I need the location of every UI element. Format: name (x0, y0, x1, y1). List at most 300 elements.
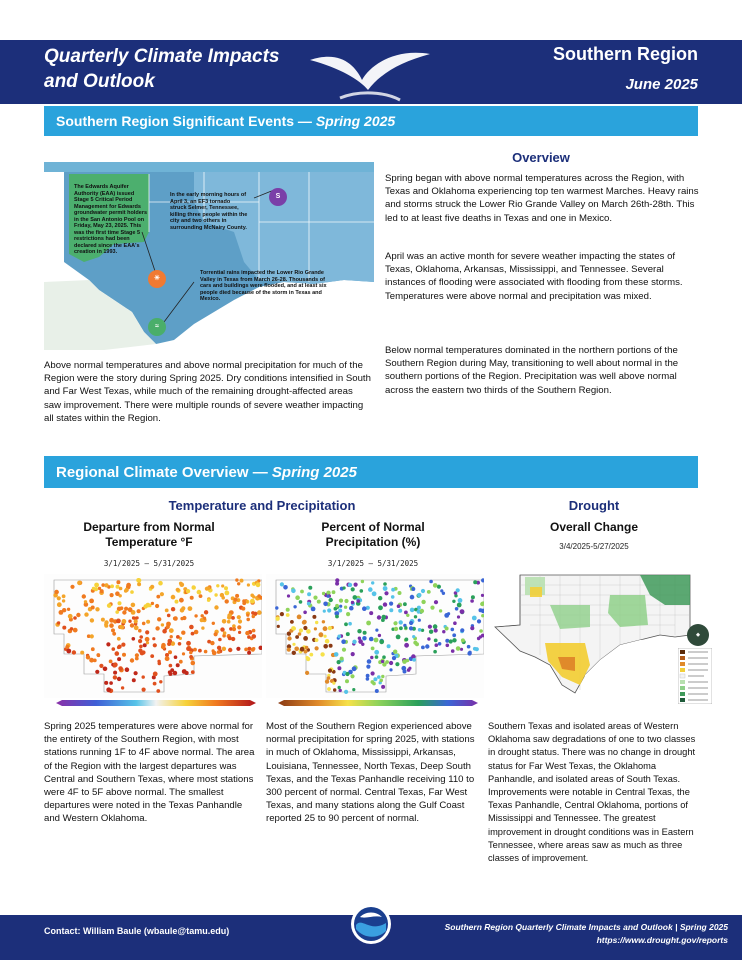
station-dot (237, 582, 240, 585)
station-dot (410, 595, 415, 600)
station-dot (86, 655, 90, 659)
station-dot (352, 666, 357, 671)
station-dot (396, 635, 401, 640)
station-dot (91, 606, 95, 610)
station-dot (456, 646, 461, 651)
station-dot (451, 628, 455, 632)
station-dot (327, 608, 331, 612)
station-dot (174, 655, 178, 659)
station-dot (452, 633, 456, 637)
station-dot (379, 639, 384, 644)
station-dot (256, 582, 261, 587)
station-dot (220, 627, 224, 631)
station-dot (235, 578, 238, 581)
overview-paragraph-2: April was an active month for severe weather impacting the states of Texas, Oklahoma, Arkansas, Mississippi, and Tennessee. Several instances of flooding were associated with flooding from these storms. Temperatures were above normal and precipitation was mixed. (385, 251, 683, 302)
station-dot (200, 618, 204, 622)
station-dot (457, 603, 462, 608)
station-dot (112, 647, 116, 651)
precipitation-summary: Most of the Southern Region experienced above normal precipitation for spring 2025, with stations in much of Oklahoma, Mississippi, Arkansas, Louisiana, Tennessee, North Texas, Deep South Texas, and the Texas Panhandle receiving 110 to 300 percent of normal. Central Texas, Far West Texas, and many stations along the Gulf Coast reported 25 to 90 percent of normal. (266, 721, 475, 825)
station-dot (218, 638, 222, 642)
station-dot (68, 614, 73, 619)
station-dot (367, 659, 372, 664)
station-dot (100, 589, 104, 593)
station-dot (99, 664, 103, 668)
station-dot (152, 637, 155, 640)
station-dot (381, 685, 385, 689)
station-dot (275, 617, 279, 621)
station-dot (346, 612, 350, 616)
station-dot (302, 620, 306, 624)
station-dot (467, 645, 471, 649)
station-dot (372, 591, 377, 596)
station-dot (389, 661, 393, 665)
station-dot (161, 645, 165, 649)
station-dot (451, 649, 455, 653)
station-dot (363, 631, 367, 635)
station-dot (292, 643, 295, 646)
precipitation-percent-map (266, 574, 484, 698)
station-dot (119, 587, 123, 591)
station-dot (132, 637, 136, 641)
station-dot (452, 600, 455, 603)
station-dot (227, 620, 231, 624)
climate-overview-season: Spring 2025 (271, 464, 357, 481)
station-dot (109, 660, 113, 664)
station-dot (113, 675, 117, 679)
station-dot (370, 656, 373, 659)
station-dot (157, 660, 160, 663)
station-dot (237, 625, 241, 629)
drought-legend (678, 648, 712, 704)
station-dot (374, 638, 379, 643)
station-dot (245, 631, 249, 635)
station-dot (446, 644, 450, 648)
station-dot (479, 629, 483, 633)
station-dot (312, 615, 316, 619)
station-dot (360, 589, 364, 593)
station-dot (241, 607, 245, 611)
significant-events-title: Southern Region Significant Events — (56, 113, 312, 129)
station-dot (349, 606, 354, 611)
reports-link[interactable]: https://www.drought.gov/reports (596, 935, 728, 945)
station-dot (453, 621, 457, 625)
station-dot (348, 583, 352, 587)
station-dot (160, 592, 164, 596)
station-dot (369, 637, 374, 642)
station-dot (458, 598, 463, 603)
station-dot (118, 645, 122, 649)
station-dot (323, 602, 328, 607)
station-dot (414, 615, 417, 618)
station-dot (442, 630, 445, 633)
station-dot (130, 623, 134, 627)
station-dot (311, 607, 316, 612)
station-dot (433, 583, 438, 588)
station-dot (328, 669, 332, 673)
station-dot (111, 628, 115, 632)
station-dot (379, 679, 383, 683)
station-dot (366, 665, 370, 669)
station-dot (332, 682, 335, 685)
station-dot (394, 627, 398, 631)
station-dot (116, 580, 120, 584)
station-dot (193, 648, 197, 652)
top-margin (0, 0, 742, 40)
station-dot (460, 628, 464, 632)
station-dot (361, 580, 364, 583)
drought-summary: Southern Texas and isolated areas of Western Oklahoma saw degradations of one to two classes in drought status. There was no change in drought status for Far West Texas, the Oklahoma Panhandle, and isolated areas of South Texas. Improvements were notable in Central Texas, the Texas Panhandle, Central Oklahoma, portions of Mississippi and Tennessee. The greatest improvement in drought conditions was in Eastern Tennessee, where areas saw as much as three classes of improvement. (488, 721, 696, 864)
region-name: Southern Region (553, 44, 698, 64)
station-dot (421, 646, 425, 650)
station-dot (57, 621, 60, 624)
station-dot (70, 585, 74, 589)
station-dot (447, 612, 450, 615)
publication-info (445, 921, 728, 947)
station-dot (153, 643, 157, 647)
station-dot (352, 640, 356, 644)
station-dot (110, 584, 114, 588)
station-dot (139, 645, 143, 649)
station-dot (138, 629, 142, 633)
station-dot (236, 647, 240, 651)
station-dot (292, 651, 296, 655)
station-dot (138, 639, 142, 643)
station-dot (180, 617, 183, 620)
station-dot (189, 625, 194, 630)
station-dot (134, 671, 138, 675)
station-dot (66, 649, 71, 654)
station-dot (366, 677, 370, 681)
temp-map-title-line2: Temperature °F (105, 535, 193, 549)
station-dot (169, 628, 174, 633)
station-dot (168, 639, 173, 644)
station-dot (307, 592, 311, 596)
station-dot (323, 644, 328, 649)
temperature-summary: Spring 2025 temperatures were above normal for the entirety of the Southern Region, with most stations running 1F to 4F above normal. The area of the Region with the largest departures was Central and Southern Texas, where most stations were 4F to 5F above normal. The smallest departures were noted in the Texas Panhandle and Western Oklahoma. (44, 721, 255, 825)
station-dot (295, 595, 300, 600)
station-dot (363, 636, 367, 640)
station-dot (233, 598, 237, 602)
drought-marker-icon: ☀ (148, 270, 166, 288)
station-dot (76, 613, 80, 617)
station-dot (398, 591, 402, 595)
station-dot (372, 682, 376, 686)
station-dot (142, 622, 146, 626)
station-dot (315, 621, 318, 624)
station-dot (166, 625, 170, 629)
station-dot (429, 630, 433, 634)
station-dot (378, 605, 383, 610)
station-dot (378, 596, 382, 600)
station-dot (122, 653, 126, 657)
station-dot (392, 656, 396, 660)
station-dot (212, 649, 215, 652)
station-dot (452, 638, 456, 642)
station-dot (90, 634, 94, 638)
station-dot (128, 607, 133, 612)
station-dot (168, 650, 172, 654)
station-dot (244, 648, 248, 652)
station-dot (214, 605, 218, 609)
station-dot (299, 628, 303, 632)
station-dot (107, 603, 112, 608)
station-dot (323, 610, 326, 613)
station-dot (124, 588, 128, 592)
station-dot (339, 689, 342, 692)
station-dot (141, 650, 145, 654)
station-dot (158, 581, 163, 586)
station-dot (124, 607, 128, 611)
callout-edwards-aquifer: The Edwards Aquifer Authority (EAA) issued Stage 5 Critical Period Management for Edwards groundwater permit holders in the San Antonio Pool on Friday, May 23, 2025. This was the first time Stage 5 restrictions had been declared since the EAA's creation in 1993. (74, 184, 148, 255)
station-dot (305, 671, 309, 675)
station-dot (472, 616, 477, 621)
station-dot (371, 647, 375, 651)
station-dot (395, 662, 399, 666)
station-dot (366, 621, 371, 626)
station-dot (403, 670, 407, 674)
station-dot (161, 623, 164, 626)
station-dot (139, 635, 143, 639)
station-dot (371, 581, 374, 584)
station-dot (348, 622, 352, 626)
station-dot (181, 606, 185, 610)
temperature-departure-map (44, 574, 262, 698)
station-dot (216, 584, 219, 587)
station-dot (290, 620, 294, 624)
station-dot (135, 657, 139, 661)
station-dot (94, 587, 98, 591)
station-dot (471, 595, 475, 599)
station-dot (72, 650, 76, 654)
events-summary: Above normal temperatures and above normal precipitation for much of the Region were the story during Spring 2025. Dry conditions intensified in South and Far West Texas, while much of the remaining drought-affected areas saw improvement. There were multiple rounds of severe weather impacting all states within the Region. (44, 360, 371, 424)
station-dot (337, 635, 341, 639)
station-dot (434, 639, 438, 643)
station-dot (247, 635, 251, 639)
station-dot (240, 579, 244, 583)
station-dot (110, 593, 114, 597)
station-dot (382, 655, 386, 659)
station-dot (126, 583, 131, 588)
station-dot (189, 651, 192, 654)
station-dot (222, 647, 226, 651)
station-dot (433, 624, 438, 629)
station-dot (179, 598, 184, 603)
station-dot (329, 644, 333, 648)
station-dot (146, 620, 150, 624)
station-dot (186, 641, 191, 646)
station-dot (335, 615, 339, 619)
station-dot (179, 582, 183, 586)
station-dot (371, 671, 375, 675)
station-dot (251, 611, 255, 615)
report-title (44, 44, 279, 94)
station-dot (291, 626, 295, 630)
station-dot (412, 635, 415, 638)
precip-map-title-line1: Percent of Normal (321, 520, 425, 534)
station-dot (418, 628, 422, 632)
temp-precip-heading: Temperature and Precipitation (168, 498, 356, 513)
station-dot (442, 592, 445, 595)
station-dot (381, 675, 384, 678)
overview-heading: Overview (512, 150, 570, 165)
station-dot (299, 600, 303, 604)
station-dot (65, 645, 69, 649)
station-dot (351, 652, 355, 656)
station-dot (307, 602, 311, 606)
station-dot (235, 594, 239, 598)
station-dot (338, 609, 342, 613)
station-dot (62, 608, 66, 612)
station-dot (327, 687, 331, 691)
station-dot (467, 651, 471, 655)
station-dot (404, 626, 407, 629)
station-dot (91, 647, 95, 651)
station-dot (366, 674, 370, 678)
station-dot (406, 614, 409, 617)
station-dot (283, 585, 288, 590)
station-dot (62, 599, 65, 602)
precip-map-title-line2: Precipitation (%) (325, 535, 421, 549)
station-dot (247, 651, 251, 655)
station-dot (186, 589, 190, 593)
station-dot (130, 658, 134, 662)
station-dot (389, 608, 393, 612)
station-dot (397, 604, 401, 608)
station-dot (357, 599, 361, 603)
station-dot (189, 655, 193, 659)
station-dot (104, 623, 107, 626)
station-dot (337, 660, 341, 664)
station-dot (62, 594, 66, 598)
station-dot (169, 664, 173, 668)
station-dot (411, 587, 415, 591)
station-dot (327, 676, 331, 680)
station-dot (84, 612, 88, 616)
station-dot (116, 619, 121, 624)
station-dot (287, 648, 291, 652)
station-dot (150, 585, 154, 589)
station-dot (393, 650, 397, 654)
station-dot (167, 614, 171, 618)
station-dot (343, 586, 346, 589)
station-dot (352, 688, 355, 691)
station-dot (109, 681, 113, 685)
station-dot (361, 643, 364, 646)
station-dot (113, 671, 117, 675)
station-dot (338, 686, 341, 689)
station-dot (115, 651, 120, 656)
station-dot (246, 618, 250, 622)
station-dot (84, 600, 87, 603)
station-dot (117, 657, 121, 661)
bird-logo-icon (300, 40, 440, 104)
station-dot (314, 627, 317, 630)
station-dot (340, 657, 344, 661)
station-dot (176, 635, 180, 639)
station-dot (306, 657, 310, 661)
station-dot (101, 618, 105, 622)
station-dot (362, 606, 367, 611)
station-dot (429, 580, 433, 584)
station-dot (90, 618, 94, 622)
station-dot (309, 653, 313, 657)
station-dot (57, 596, 61, 600)
station-dot (339, 605, 342, 608)
drought-map-range: 3/4/2025-5/27/2025 (559, 542, 629, 551)
station-dot (345, 672, 349, 676)
station-dot (246, 614, 249, 617)
station-dot (421, 600, 425, 604)
station-dot (410, 608, 415, 613)
station-dot (125, 667, 130, 672)
station-dot (220, 593, 224, 597)
station-dot (134, 619, 138, 623)
overview-paragraph-3: Below normal temperatures dominated in the northern portions of the Southern Region during May, transitioning to well about normal in the southern portions of the Region. Precipitation was well above normal across the eastern two thirds of the Southern Region. (385, 345, 679, 396)
station-dot (171, 595, 176, 600)
precipitation-colorbar (278, 700, 478, 706)
station-dot (121, 643, 125, 647)
station-dot (393, 621, 397, 625)
station-dot (303, 636, 308, 641)
climate-overview-title: Regional Climate Overview — (56, 464, 268, 481)
station-dot (118, 666, 123, 671)
station-dot (470, 626, 474, 630)
station-dot (277, 625, 280, 628)
station-dot (181, 631, 185, 635)
station-dot (251, 648, 255, 652)
station-dot (325, 639, 330, 644)
station-dot (122, 610, 126, 614)
station-dot (413, 641, 417, 645)
overview-paragraph-1: Spring began with above normal temperatures across the Region, with Texas and Oklahoma experiencing top ten warmest Marches. Heavy rains and storms struck the Lower Rio Grande Valley on March 26th-28th. This led to at least five deaths in Texas and one in Mexico. (385, 173, 699, 224)
station-dot (67, 608, 70, 611)
station-dot (434, 600, 438, 604)
station-dot (286, 608, 290, 612)
station-dot (191, 661, 196, 666)
station-dot (315, 646, 319, 650)
station-dot (82, 594, 86, 598)
station-dot (132, 616, 135, 619)
station-dot (89, 599, 94, 604)
station-dot (106, 642, 110, 646)
station-dot (225, 591, 230, 596)
noaa-logo-icon (350, 903, 392, 945)
station-dot (93, 659, 97, 663)
station-dot (217, 650, 221, 654)
report-title-line2: and Outlook (44, 71, 155, 92)
station-dot (112, 632, 116, 636)
station-dot (186, 646, 191, 651)
station-dot (130, 590, 134, 594)
station-dot (409, 621, 413, 625)
station-dot (231, 637, 235, 641)
station-dot (175, 600, 179, 604)
station-dot (323, 626, 328, 631)
station-dot (192, 585, 196, 589)
station-dot (142, 675, 145, 678)
station-dot (303, 611, 307, 615)
station-dot (121, 686, 124, 689)
station-dot (168, 670, 172, 674)
station-dot (297, 615, 302, 620)
station-dot (377, 675, 381, 679)
temperature-colorbar (56, 700, 256, 706)
station-dot (337, 666, 341, 670)
station-dot (399, 626, 403, 630)
station-dot (157, 617, 161, 621)
station-dot (399, 620, 403, 624)
station-dot (207, 599, 210, 602)
